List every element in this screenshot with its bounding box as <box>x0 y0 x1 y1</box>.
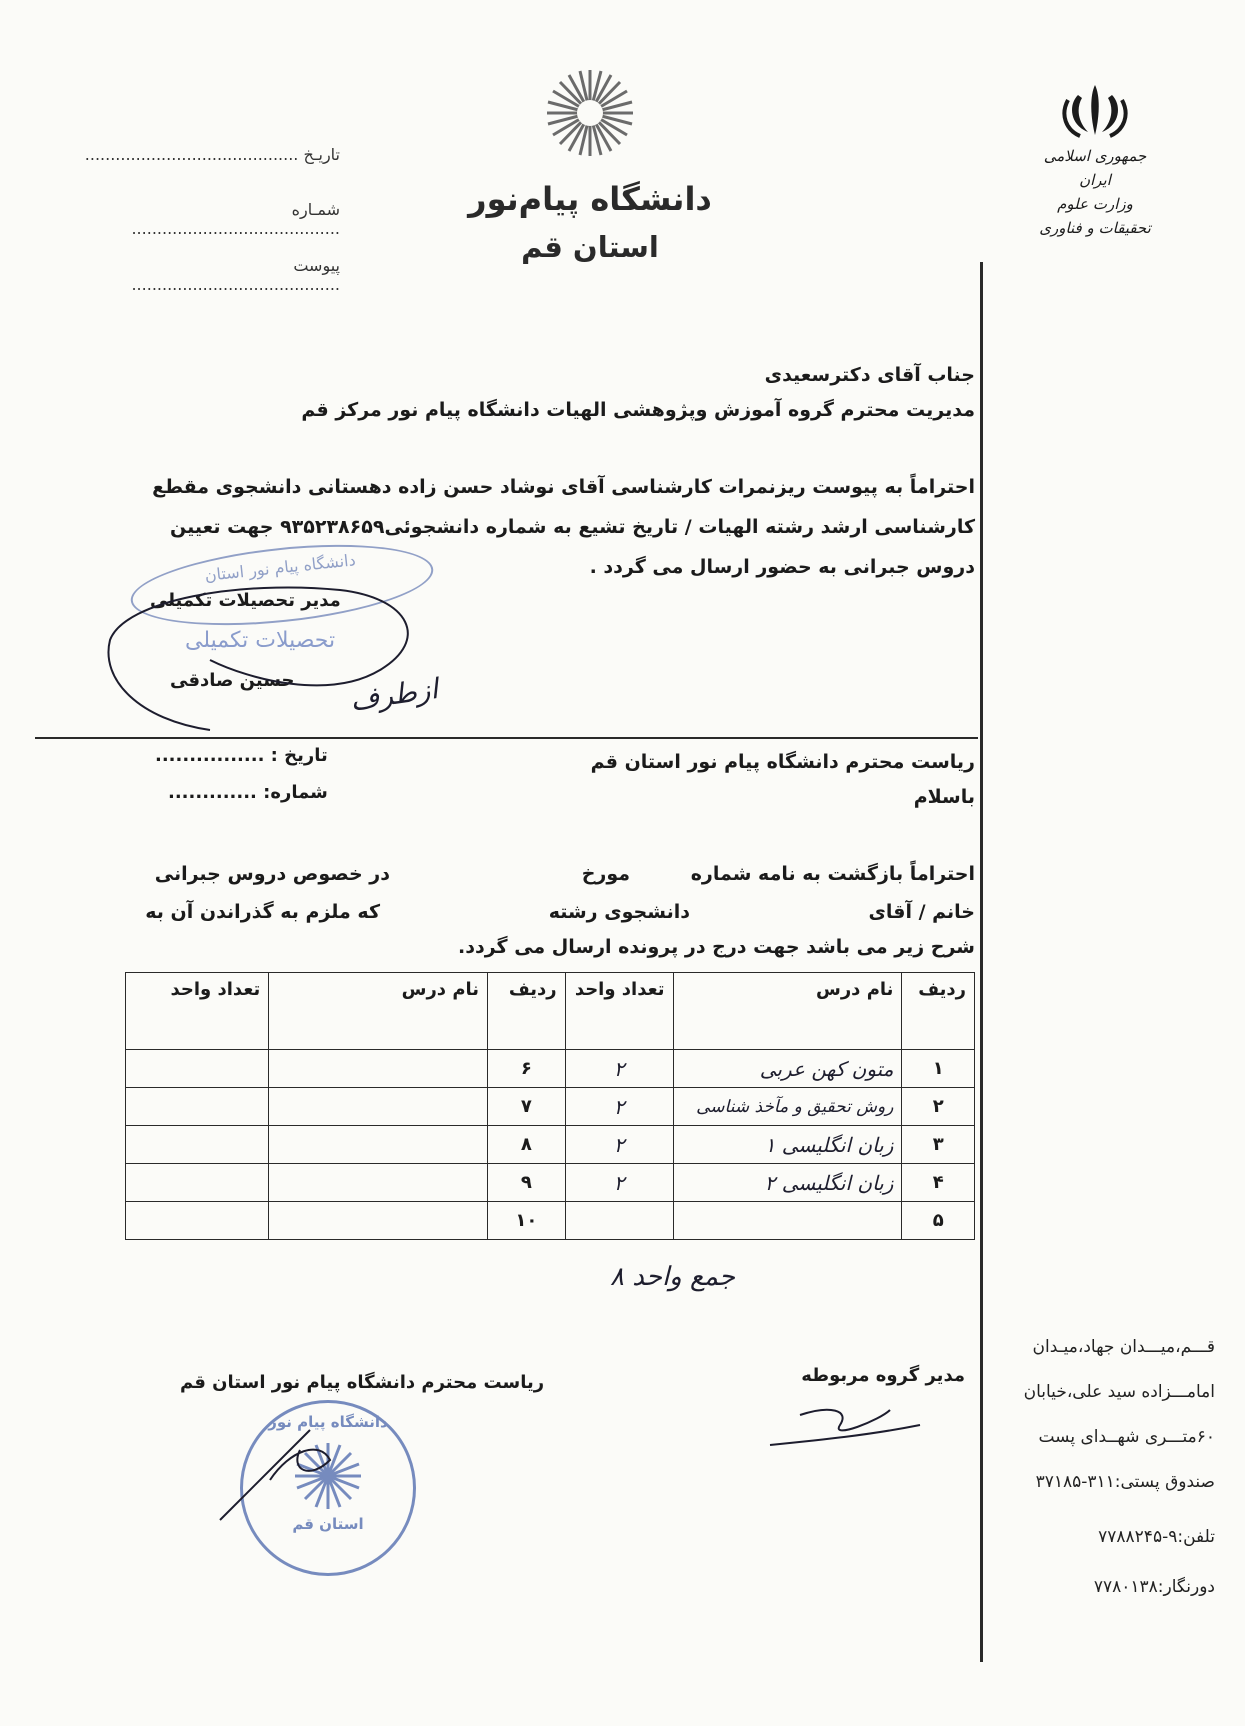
iran-emblem-icon <box>1060 80 1130 140</box>
table-row <box>126 1088 975 1126</box>
row-number-2: ۹ <box>488 1164 566 1202</box>
course-units-2 <box>126 1088 269 1126</box>
number-field: شمـاره ......................................... <box>131 200 340 238</box>
reply-date: تاریخ : ................ <box>155 745 328 766</box>
col-header-row-no-2: ردیف <box>488 973 566 1050</box>
reply-line-2a: خانم / آقای <box>868 901 975 923</box>
section-divider <box>35 737 978 739</box>
university-province: استان قم <box>521 230 659 264</box>
reply-line-1c: در خصوص دروس جبرانی <box>154 863 390 885</box>
course-name-2 <box>269 1050 488 1088</box>
office-stamp-text: دانشگاه پیام نور استان <box>203 550 357 585</box>
row-number-2: ۷ <box>488 1088 566 1126</box>
course-name-2 <box>269 1202 488 1240</box>
reply-line-2c: که ملزم به گذراندن آن به <box>145 901 380 923</box>
reply-line-1a: احتراماً بازگشت به نامه شماره <box>690 863 975 885</box>
address-line-2: امامـــزاده سید علی،خیابان <box>1023 1382 1215 1402</box>
president-signature-icon <box>210 1400 360 1530</box>
row-number: ۲ <box>902 1088 975 1126</box>
letter-line-1: احتراماً به پیوست ریزنمرات کارشناسی آقای نوشاد حسن زاده دهستانی دانشجوی مقطع <box>152 476 975 498</box>
row-number: ۴ <box>902 1164 975 1202</box>
group-head-signature-icon <box>760 1385 930 1455</box>
emblem-caption-1: جمهوری اسلامی ایران <box>1043 147 1147 189</box>
date-label: تاریـخ <box>303 145 340 164</box>
course-name: زبان انگلیسی ۲ <box>673 1164 902 1202</box>
table-row <box>126 1126 975 1164</box>
address-line-1: قـــم،میـــدان جهاد،میـدان <box>1032 1337 1215 1357</box>
col-header-row-no: ردیف <box>902 973 975 1050</box>
university-stamp-bottom: استان قم <box>292 1515 364 1533</box>
table-row <box>126 1202 975 1240</box>
footer-left-title: ریاست محترم دانشگاه پیام نور استان قم <box>180 1372 545 1393</box>
course-units-2 <box>126 1050 269 1088</box>
address-phone: تلفن:۹-۷۷۸۸۲۴۵ <box>1098 1527 1215 1547</box>
iran-emblem <box>1035 80 1155 240</box>
address-fax: دورنگار:۷۷۸۰۱۳۸ <box>1093 1577 1215 1597</box>
number-label: شمـاره <box>291 200 340 219</box>
signature-scribble: ازطرف <box>348 672 440 717</box>
row-number-2: ۸ <box>488 1126 566 1164</box>
date-field: تاریـخ .......................................... <box>84 145 340 164</box>
university-stamp-text: دانشگاه پیام نور <box>268 1413 388 1431</box>
letter-addressee: مدیریت محترم گروه آموزش وپژوهشی الهیات دانشگاه پیام نور مرکز قم <box>301 399 975 421</box>
reply-line-2b: دانشجوی رشته <box>548 901 690 923</box>
letter-salutation: جناب آقای دکترسعیدی <box>764 364 975 386</box>
reply-line-3: شرح زیر می باشد جهت درج در پرونده ارسال می گردد. <box>458 936 975 958</box>
courses-table <box>125 972 975 1240</box>
table-header-row <box>126 973 975 1050</box>
course-units-2 <box>126 1164 269 1202</box>
row-number-2: ۱۰ <box>488 1202 566 1240</box>
course-name-2 <box>269 1088 488 1126</box>
emblem-caption-2: وزارت علوم تحقیقات و فناوری <box>1039 195 1151 237</box>
course-name: متون کهن عربی <box>673 1050 902 1088</box>
university-logo-icon <box>545 68 635 158</box>
course-units: ۲ <box>565 1164 673 1202</box>
row-number: ۵ <box>902 1202 975 1240</box>
address-line-3: ۶۰متـــری شهــدای پست <box>1038 1427 1215 1447</box>
course-units: ۲ <box>565 1088 673 1126</box>
col-header-course-2: نام درس <box>269 973 488 1050</box>
reply-line-1b: مورخ <box>581 863 630 885</box>
course-name <box>673 1202 902 1240</box>
address-line-4: صندوق پستی:۳۱۱-۳۷۱۸۵ <box>1035 1472 1215 1492</box>
signer-title: مدیر تحصیلات تکمیلی <box>150 590 341 611</box>
course-name-2 <box>269 1126 488 1164</box>
stamp-department: تحصیلات تکمیلی <box>185 628 336 653</box>
course-name: روش تحقیق و مآخذ شناسی <box>673 1088 902 1126</box>
signer-name: حسین صادقی <box>170 670 295 691</box>
course-units-2 <box>126 1202 269 1240</box>
letter-line-2: کارشناسی ارشد رشته الهیات / تاریخ تشیع به شماره دانشجوئی۹۳۵۲۳۸۶۵۹ جهت تعیین <box>170 516 975 538</box>
col-header-units: تعداد واحد <box>565 973 673 1050</box>
course-name-2 <box>269 1164 488 1202</box>
col-header-units-2: تعداد واحد <box>126 973 269 1050</box>
attachment-field: پیوست ......................................... <box>131 256 340 294</box>
attachment-label: پیوست <box>293 256 340 275</box>
col-header-course: نام درس <box>673 973 902 1050</box>
margin-divider <box>980 262 983 1662</box>
reply-addressee: ریاست محترم دانشگاه پیام نور استان قم <box>590 751 975 773</box>
signature-loop-icon <box>80 560 440 740</box>
university-name: دانشگاه پیام‌نور <box>468 180 712 218</box>
reply-number: شماره: ............. <box>168 782 328 803</box>
letter-line-3: دروس جبرانی به حضور ارسال می گردد . <box>589 556 975 578</box>
table-row <box>126 1050 975 1088</box>
footer-right-title: مدیر گروه مربوطه <box>801 1365 965 1386</box>
table-row <box>126 1164 975 1202</box>
row-number-2: ۶ <box>488 1050 566 1088</box>
course-units: ۲ <box>565 1126 673 1164</box>
course-units: ۲ <box>565 1050 673 1088</box>
total-units-note: جمع واحد ۸ <box>610 1262 735 1292</box>
course-units <box>565 1202 673 1240</box>
row-number: ۳ <box>902 1126 975 1164</box>
row-number: ۱ <box>902 1050 975 1088</box>
reply-greeting: باسلام <box>913 786 975 808</box>
course-units-2 <box>126 1126 269 1164</box>
course-name: زبان انگلیسی ۱ <box>673 1126 902 1164</box>
